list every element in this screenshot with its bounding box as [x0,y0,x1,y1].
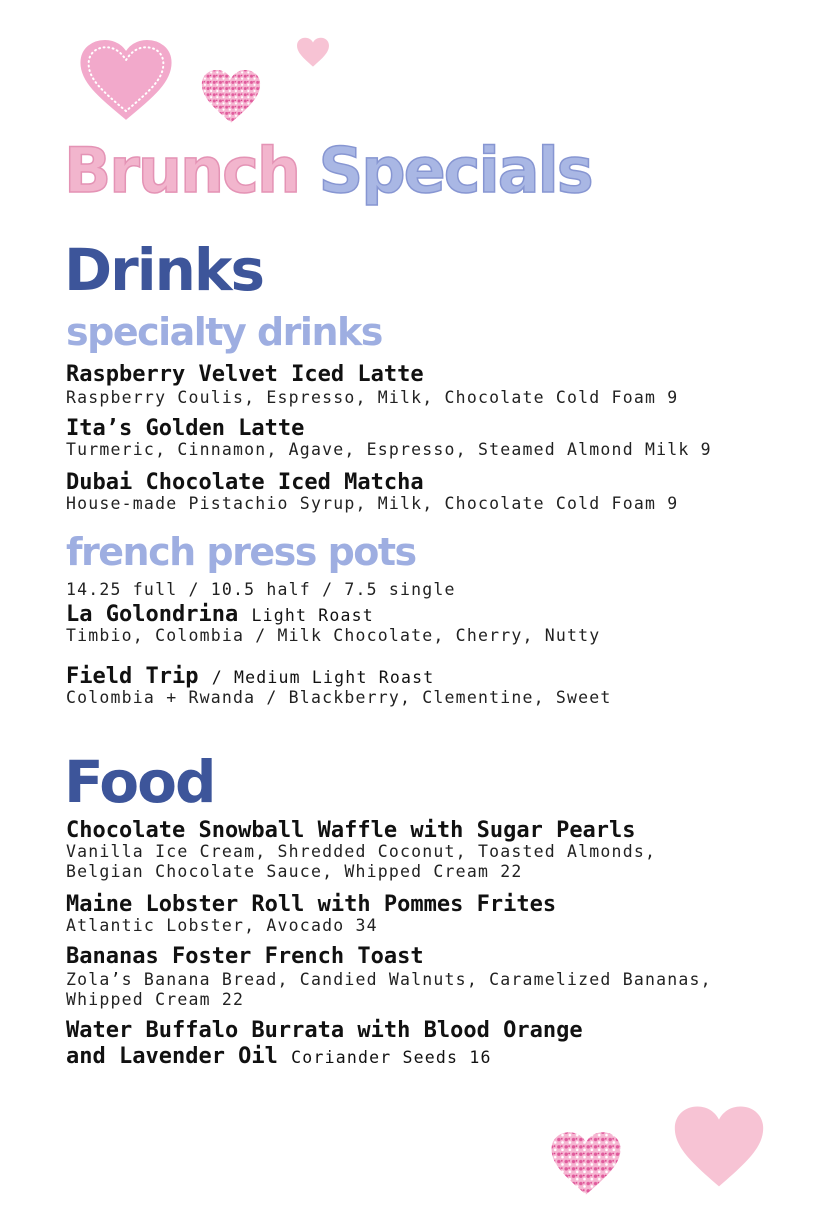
menu-item-name [66,602,374,627]
menu-item-name: Raspberry Velvet Iced Latte [66,362,424,387]
menu-item-name: Chocolate Snowball Waffle with Sugar Pearls [66,818,636,843]
drinks-heading: Drinks [64,236,264,304]
menu-item-note: Coriander Seeds 16 [291,1048,492,1067]
dotted-heart-icon [200,68,262,124]
specialty-drinks-heading: specialty drinks [66,310,382,354]
scalloped-heart-icon [80,40,172,122]
small-heart-icon [296,36,330,68]
menu-item-name: Dubai Chocolate Iced Matcha [66,470,424,495]
roast-note: Light Roast [251,606,374,625]
menu-item-description: Raspberry Coulis, Espresso, Milk, Chocolate Cold Foam 9 [66,388,679,407]
large-heart-icon [672,1102,766,1190]
menu-title-word-2: Specials [318,134,592,207]
menu-title [64,134,592,207]
menu-item-description: Vanilla Ice Cream, Shredded Coconut, Toasted Almonds, [66,842,657,861]
menu-item-name: Bananas Foster French Toast [66,944,424,969]
menu-item-name-text: and Lavender Oil [66,1044,278,1069]
menu-item-description: Whipped Cream 22 [66,990,245,1009]
menu-item-description: Belgian Chocolate Sauce, Whipped Cream 22 [66,862,523,881]
menu-item-description: Timbio, Colombia / Milk Chocolate, Cherry, Nutty [66,626,601,645]
menu-item-name: Ita’s Golden Latte [66,416,305,441]
menu-item-name: Water Buffalo Burrata with Blood Orange [66,1018,583,1043]
menu-item-name [66,664,434,689]
food-heading: Food [64,748,215,816]
menu-item-description: Zola’s Banana Bread, Candied Walnuts, Caramelized Bananas, [66,970,712,989]
menu-item-name-text: La Golondrina [66,602,239,627]
menu-item-description: Colombia + Rwanda / Blackberry, Clementine, Sweet [66,688,612,707]
menu-item-name: Maine Lobster Roll with Pommes Frites [66,892,557,917]
dotted-heart-icon [549,1130,623,1196]
menu-item-description: Turmeric, Cinnamon, Agave, Espresso, Steamed Almond Milk 9 [66,440,712,459]
roast-note: / Medium Light Roast [211,668,435,687]
menu-title-word-1: Brunch [64,134,300,207]
menu-item-description: Atlantic Lobster, Avocado 34 [66,916,378,935]
french-press-heading: french press pots [66,530,416,574]
menu-item-name [66,1044,492,1069]
french-press-pricing: 14.25 full / 10.5 half / 7.5 single [66,580,456,599]
menu-item-description: House-made Pistachio Syrup, Milk, Chocolate Cold Foam 9 [66,494,679,513]
menu-item-name-text: Field Trip [66,664,199,689]
